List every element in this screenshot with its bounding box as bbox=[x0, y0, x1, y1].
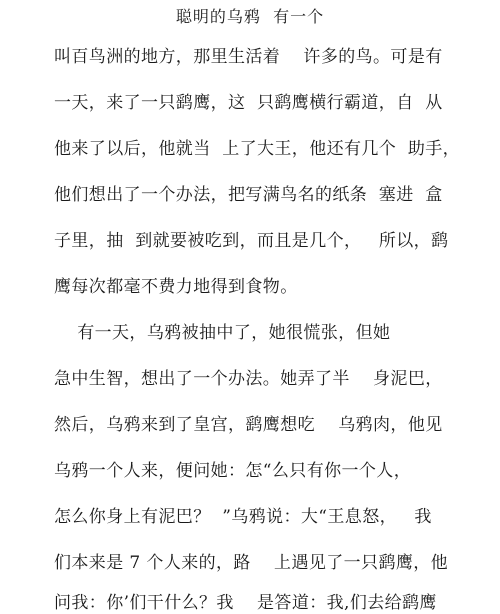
text-line: 一天，来了一只鹞鹰，这 只鹞鹰横行霸道，自 从 bbox=[54, 93, 443, 113]
text-line: 怎么你身上有泥巴？ ”乌鸦说：大“王息怒， 我 bbox=[54, 507, 432, 527]
document-title: 聪明的乌鸦 有一个 bbox=[175, 7, 325, 26]
text-line: 鹰每次都毫不费力地得到食物。 bbox=[54, 277, 298, 297]
text-line: 急中生智，想出了一个办法。她弄了半 身泥巴， bbox=[54, 369, 443, 389]
text-line: 问我：你’们干什么？我 是答道：我,们去给鹞鹰 bbox=[54, 593, 437, 613]
text-line: 然后，乌鸦来到了皇宫，鹞鹰想吃 乌鸦肉，他见 bbox=[54, 415, 443, 435]
text-line: 他来了以后，他就当 上了大王，他还有几个 助手， bbox=[54, 139, 461, 159]
text-line: 他们想出了一个办法，把写满鸟名的纸条 塞进 盒 bbox=[54, 185, 443, 205]
text-line: 们本来是 7 个人来的，路 上遇见了一只鹞鹰，他 bbox=[54, 553, 449, 573]
text-line: 子里，抽 到就要被吃到，而且是几个， 所以，鹞 bbox=[54, 231, 449, 251]
text-line: 叫百鸟洲的地方，那里生活着 许多的鸟。可是有 bbox=[54, 47, 443, 67]
text-line: 乌鸦一个人来，便问她：怎“么只有你一个人， bbox=[54, 461, 412, 481]
text-line: 有一天，乌鸦被抽中了，她很慌张，但她 bbox=[54, 323, 391, 343]
